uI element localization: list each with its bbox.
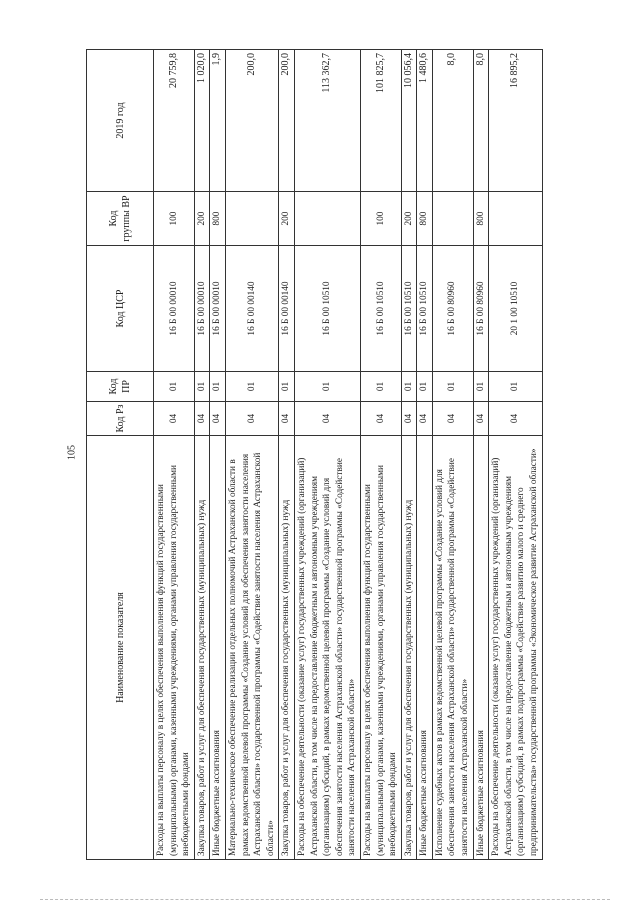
table-row xyxy=(194,50,210,860)
row-pr: 01 xyxy=(360,372,401,402)
row-pr: 01 xyxy=(432,372,473,402)
row-csr: 16 Б 00 10510 xyxy=(360,246,401,372)
row-vr: 100 xyxy=(360,192,401,246)
row-csr: 16 Б 00 10510 xyxy=(294,246,360,372)
row-vr xyxy=(432,192,473,246)
column-header-rz: Код Рз xyxy=(87,402,154,436)
row-name: Исполнение судебных актов в рамках ведомственной целевой программы «Создание условий для обеспечения занятости населения Астраханской области» государственной программы «Содействие занятости населения Астраханской области» xyxy=(432,436,473,860)
row-value: 1 480,6 xyxy=(417,50,433,192)
row-name: Расходы на выплаты персоналу в целях обеспечения выполнения функций государственными (муниципальными) органами, казенными учреждениями, органами управления государственными внебюджетными фондами xyxy=(360,436,401,860)
row-value: 1,9 xyxy=(210,50,226,192)
row-rz: 04 xyxy=(279,402,295,436)
row-vr: 800 xyxy=(210,192,226,246)
row-vr: 100 xyxy=(154,192,195,246)
row-rz: 04 xyxy=(417,402,433,436)
row-csr: 16 Б 00 80960 xyxy=(432,246,473,372)
row-vr xyxy=(225,192,278,246)
row-value: 16 895,2 xyxy=(489,50,542,192)
row-csr: 16 Б 00 80960 xyxy=(473,246,489,372)
row-rz: 04 xyxy=(294,402,360,436)
row-value: 10 056,4 xyxy=(401,50,417,192)
row-value: 200,0 xyxy=(279,50,295,192)
row-name: Иные бюджетные ассигнования xyxy=(473,436,489,860)
column-header-name: Наименование показателя xyxy=(87,436,154,860)
row-vr xyxy=(294,192,360,246)
row-name: Расходы на обеспечение деятельности (оказание услуг) государственных учреждений (организаций) Астраханской области, в том числе на предоставление бюджетным и автономным учреждениям (организациям) субсидий, в рамках ведомственной целевой программы «Создание условий для обеспечения занятости населения Астраханской области» государственной программы «Содействие занятости населения Астраханской области» xyxy=(294,436,360,860)
row-vr: 200 xyxy=(194,192,210,246)
row-pr: 01 xyxy=(154,372,195,402)
column-header-year: 2019 год xyxy=(87,50,154,192)
row-value: 101 825,7 xyxy=(360,50,401,192)
row-rz: 04 xyxy=(489,402,542,436)
row-value: 8,0 xyxy=(473,50,489,192)
row-vr: 800 xyxy=(417,192,433,246)
row-rz: 04 xyxy=(194,402,210,436)
row-pr: 01 xyxy=(473,372,489,402)
table-row xyxy=(225,50,278,860)
row-pr: 01 xyxy=(294,372,360,402)
row-pr: 01 xyxy=(210,372,226,402)
rotated-budget-table-page xyxy=(86,50,582,860)
row-pr: 01 xyxy=(194,372,210,402)
row-value: 113 362,7 xyxy=(294,50,360,192)
table-row xyxy=(360,50,401,860)
row-name: Закупка товаров, работ и услуг для обеспечения государственных (муниципальных) нужд xyxy=(194,436,210,860)
row-pr: 01 xyxy=(225,372,278,402)
row-value: 1 020,0 xyxy=(194,50,210,192)
table-body xyxy=(154,50,543,860)
row-value: 8,0 xyxy=(432,50,473,192)
table-row xyxy=(489,50,542,860)
row-csr: 16 Б 00 10510 xyxy=(417,246,433,372)
table-row xyxy=(401,50,417,860)
row-value: 200,0 xyxy=(225,50,278,192)
table-row xyxy=(417,50,433,860)
row-csr: 20 1 00 10510 xyxy=(489,246,542,372)
table-row xyxy=(279,50,295,860)
row-rz: 04 xyxy=(360,402,401,436)
row-vr xyxy=(489,192,542,246)
column-header-csr: Код ЦСР xyxy=(87,246,154,372)
row-rz: 04 xyxy=(225,402,278,436)
page-number: 105 xyxy=(66,445,78,460)
table-header-row xyxy=(87,50,154,860)
table-row xyxy=(154,50,195,860)
row-csr: 16 Б 00 00010 xyxy=(210,246,226,372)
row-pr: 01 xyxy=(489,372,542,402)
row-pr: 01 xyxy=(279,372,295,402)
row-name: Расходы на обеспечение деятельности (оказание услуг) государственных учреждений (организаций) Астраханской области, в том числе на предоставление бюджетным и автономным учреждениям (организациям) субсидий, в рамках подпрограммы «Содействие развитию малого и среднего предпринимательства» государственной программы «Экономическое развитие Астраханской области» xyxy=(489,436,542,860)
row-rz: 04 xyxy=(473,402,489,436)
row-name: Иные бюджетные ассигнования xyxy=(417,436,433,860)
row-csr: 16 Б 00 00140 xyxy=(279,246,295,372)
column-header-pr: Код ПР xyxy=(87,372,154,402)
row-name: Материально-техническое обеспечение реализации отдельных полномочий Астраханской области в рамках ведомственной целевой программы «Создание условий для обеспечения занятости населения Астраханской области» государственной программы «Содействие занятости населения Астраханской области» xyxy=(225,436,278,860)
row-rz: 04 xyxy=(432,402,473,436)
row-rz: 04 xyxy=(401,402,417,436)
column-header-vr: Код группы ВР xyxy=(87,192,154,246)
row-vr: 800 xyxy=(473,192,489,246)
row-csr: 16 Б 00 00010 xyxy=(154,246,195,372)
row-name: Закупка товаров, работ и услуг для обеспечения государственных (муниципальных) нужд xyxy=(279,436,295,860)
row-value: 20 759,8 xyxy=(154,50,195,192)
row-csr: 16 Б 00 10510 xyxy=(401,246,417,372)
budget-table xyxy=(86,49,543,860)
table-row xyxy=(432,50,473,860)
row-pr: 01 xyxy=(417,372,433,402)
row-name: Закупка товаров, работ и услуг для обеспечения государственных (муниципальных) нужд xyxy=(401,436,417,860)
table-row xyxy=(210,50,226,860)
row-csr: 16 Б 00 00010 xyxy=(194,246,210,372)
table-row xyxy=(473,50,489,860)
row-rz: 04 xyxy=(154,402,195,436)
row-name: Расходы на выплаты персоналу в целях обеспечения выполнения функций государственными (муниципальными) органами, казенными учреждениями, органами управления государственными внебюджетными фондами xyxy=(154,436,195,860)
row-pr: 01 xyxy=(401,372,417,402)
row-name: Иные бюджетные ассигнования xyxy=(210,436,226,860)
row-rz: 04 xyxy=(210,402,226,436)
table-row xyxy=(294,50,360,860)
page-bottom-edge xyxy=(40,899,610,900)
row-csr: 16 Б 00 00140 xyxy=(225,246,278,372)
row-vr: 200 xyxy=(401,192,417,246)
row-vr: 200 xyxy=(279,192,295,246)
